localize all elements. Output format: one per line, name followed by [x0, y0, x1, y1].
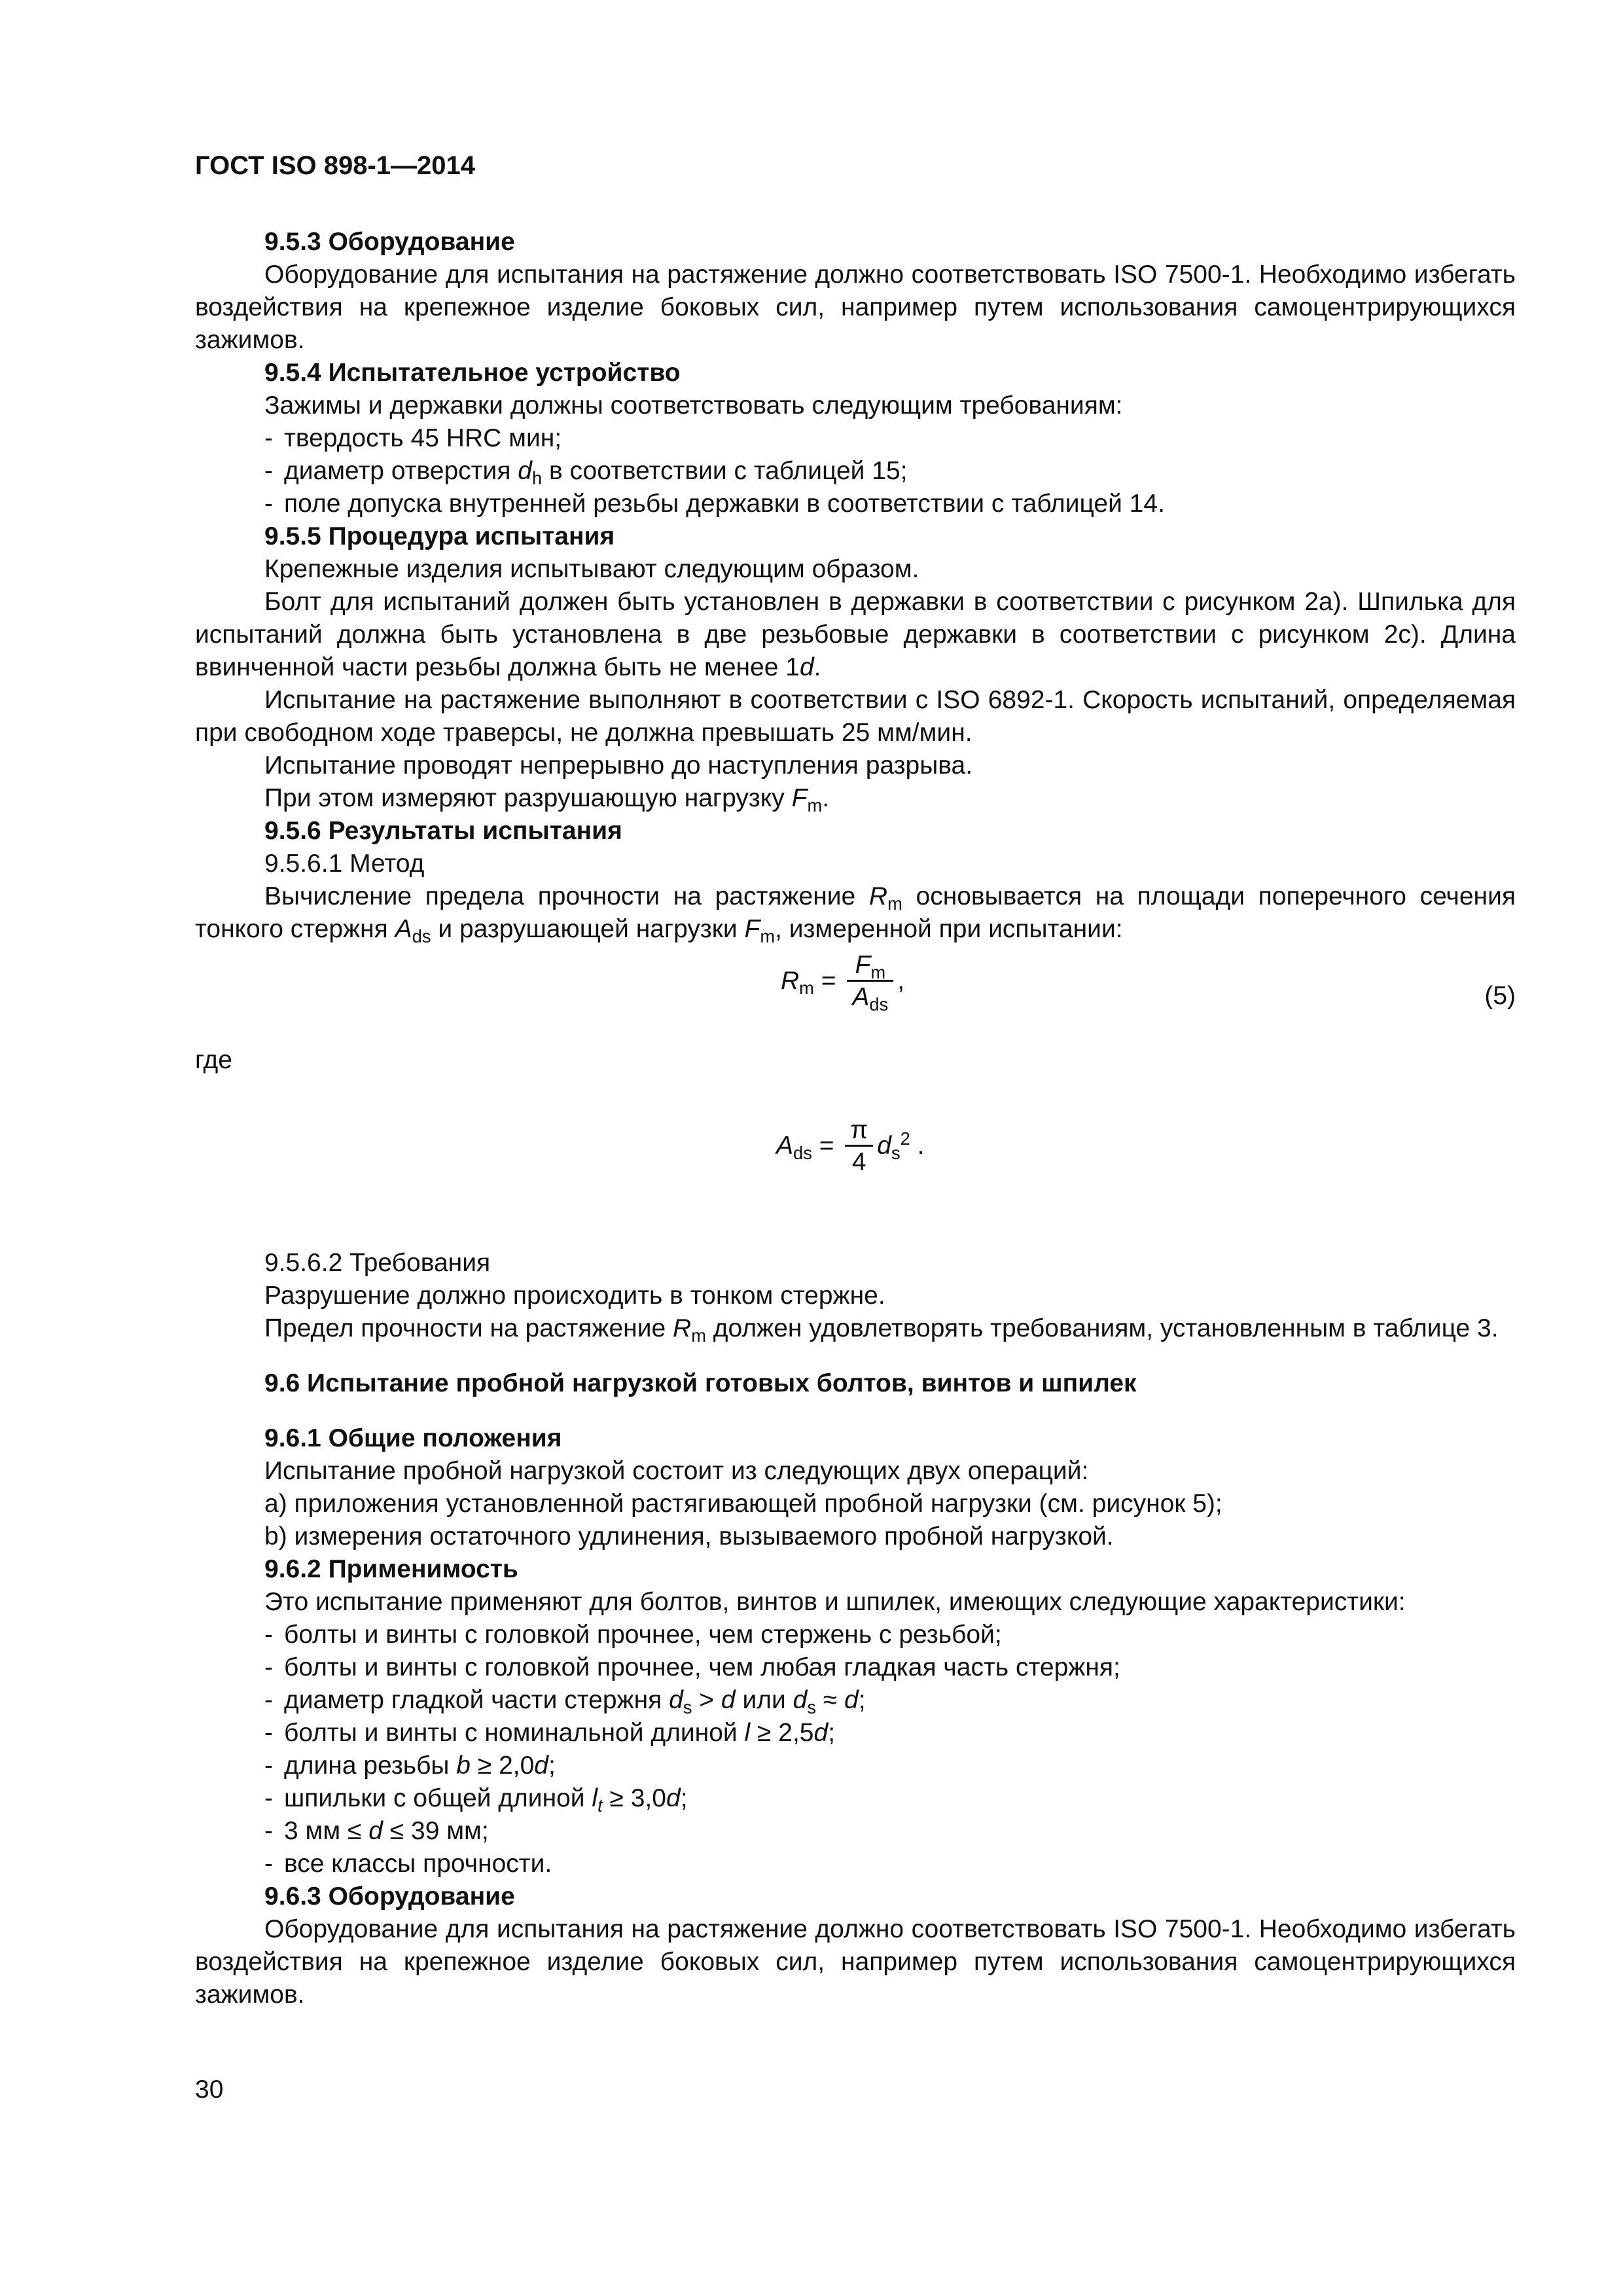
- text-run: Болт для испытаний должен быть установлен в державки в соответствии с рисунком 2а). Шпилька для испытаний должна быть установлена в две резьбовые державки в соответствии с рисунком 2с). Длина ввинченной части резьбы должна быть не менее 1: [195, 588, 1516, 681]
- subscript: h: [532, 468, 543, 488]
- subscript: s: [683, 1697, 692, 1717]
- heading-9-6-2: 9.6.2 Применимость: [264, 1555, 518, 1583]
- subheading-9-5-6-1: 9.5.6.1 Метод: [264, 850, 425, 878]
- heading-9-6: 9.6 Испытание пробной нагрузкой готовых болтов, винтов и шпилек: [264, 1369, 1137, 1397]
- text-run: шпильки с общей длиной: [284, 1784, 592, 1812]
- page-content: [195, 226, 1516, 2011]
- subscript: m: [887, 893, 902, 914]
- list-item: [195, 488, 1516, 520]
- variable: F: [744, 915, 760, 943]
- variable: R: [781, 966, 800, 995]
- list-item-text: твердость 45 HRC мин;: [284, 424, 562, 452]
- list-item: [195, 1684, 1516, 1717]
- text-run: ≈: [815, 1686, 845, 1714]
- paragraph: [195, 782, 1516, 815]
- paragraph: [195, 1312, 1516, 1345]
- heading-9-6-1: 9.6.1 Общие положения: [264, 1424, 562, 1452]
- list-item-text: в соответствии с таблицей 15;: [542, 457, 908, 485]
- text-run: ;: [828, 1719, 836, 1747]
- list-dash: -: [264, 1653, 273, 1681]
- paragraph: [195, 586, 1516, 684]
- paragraph-9-5-3: Оборудование для испытания на растяжение должно соответствовать ISO 7500-1. Необходимо избегать воздействия на крепежное изделие боковых сил, например путем использования самоцентрирующихся зажимов.: [195, 260, 1516, 354]
- text-run: болты и винты с номинальной длиной: [284, 1719, 745, 1747]
- variable: R: [673, 1314, 692, 1342]
- variable: A: [395, 915, 412, 943]
- variable: d: [813, 1719, 829, 1747]
- equals-sign: =: [812, 1131, 842, 1160]
- variable: d: [844, 1686, 859, 1714]
- heading-9-5-4: 9.5.4 Испытательное устройство: [264, 359, 681, 387]
- variable: d: [877, 1131, 891, 1160]
- text-run: ≥ 3,0: [602, 1784, 666, 1812]
- list-item-text: диаметр отверстия: [284, 457, 518, 485]
- denominator: 4: [845, 1145, 873, 1178]
- subscript: t: [597, 1795, 603, 1816]
- text-run: основывается на площади поперечного сечения тонкого стержня: [195, 882, 1516, 943]
- subscript: m: [691, 1325, 706, 1346]
- subscript: s: [807, 1697, 816, 1717]
- list-dash: -: [264, 1850, 273, 1878]
- list-item-text: все классы прочности.: [284, 1850, 552, 1878]
- subscript: m: [799, 977, 814, 998]
- heading-9-5-6: 9.5.6 Результаты испытания: [264, 817, 622, 845]
- variable: R: [868, 882, 888, 910]
- paragraph: Испытание пробной нагрузкой состоит из следующих двух операций:: [264, 1457, 1089, 1485]
- list-dash: -: [264, 457, 273, 485]
- list-item: [195, 1815, 1516, 1848]
- formula-area: [776, 1116, 924, 1178]
- variable: d: [666, 1784, 681, 1812]
- formula-punctuation: .: [910, 1131, 925, 1160]
- list-item: b) измерения остаточного удлинения, вызываемого пробной нагрузкой.: [264, 1522, 1114, 1551]
- formula-5: [195, 946, 1516, 1044]
- text-run: ≥ 2,0: [471, 1751, 535, 1780]
- list-item: [195, 1848, 1516, 1880]
- text-run: >: [692, 1686, 721, 1714]
- subscript: ds: [793, 1142, 812, 1163]
- paragraph-9-6-3: Оборудование для испытания на растяжение должно соответствовать ISO 7500-1. Необходимо избегать воздействия на крепежное изделие боковых сил, например путем использования самоцентрирующихся зажимов.: [195, 1915, 1516, 2009]
- list-item: [195, 455, 1516, 488]
- subscript: ds: [869, 994, 889, 1014]
- list-item: [195, 1717, 1516, 1749]
- list-item-text: болты и винты с головкой прочнее, чем любая гладкая часть стержня;: [284, 1653, 1120, 1681]
- text-run: При этом измеряют разрушающую нагрузку: [264, 784, 792, 812]
- list-item: [195, 1651, 1516, 1684]
- equation-number: (5): [1484, 982, 1516, 1010]
- variable: b: [456, 1751, 471, 1780]
- paragraph: Испытание на растяжение выполняют в соответствии с ISO 6892-1. Скорость испытаний, определяемая при свободном ходе траверсы, не должна превышать 25 мм/мин.: [195, 686, 1516, 747]
- list-dash: -: [264, 1686, 273, 1714]
- variable: l: [592, 1784, 598, 1812]
- document-header: ГОСТ ISO 898-1—2014: [195, 151, 476, 180]
- paragraph-9-5-4-intro: Зажимы и державки должны соответствовать следующим требованиям:: [264, 391, 1123, 420]
- text-run: диаметр гладкой части стержня: [284, 1686, 669, 1714]
- list-item: [195, 1619, 1516, 1651]
- text-run: и разрушающей нагрузки: [431, 915, 745, 943]
- text-run: .: [822, 784, 830, 812]
- subheading-9-5-6-2: 9.5.6.2 Требования: [264, 1249, 491, 1277]
- paragraph: Крепежные изделия испытывают следующим образом.: [264, 555, 919, 583]
- text-run: ≥ 2,5: [750, 1719, 814, 1747]
- text-run: Предел прочности на растяжение: [264, 1314, 673, 1342]
- list-dash: -: [264, 1817, 273, 1845]
- formula-punctuation: ,: [897, 966, 905, 995]
- variable: d: [669, 1686, 683, 1714]
- formula-ads: [195, 1116, 1516, 1247]
- heading-9-6-3: 9.6.3 Оборудование: [264, 1882, 515, 1910]
- superscript: 2: [900, 1128, 910, 1149]
- list-dash: -: [264, 490, 273, 518]
- variable: A: [776, 1131, 794, 1160]
- list-item: [195, 422, 1516, 455]
- variable: d: [721, 1686, 736, 1714]
- list-dash: -: [264, 424, 273, 452]
- where-label: где: [195, 1046, 232, 1074]
- variable: d: [518, 457, 532, 485]
- list-item-text: болты и винты с головкой прочнее, чем стержень с резьбой;: [284, 1621, 1002, 1649]
- text-run: длина резьбы: [284, 1751, 457, 1780]
- variable: F: [855, 951, 871, 979]
- fraction: [845, 1116, 873, 1178]
- variable: A: [852, 983, 870, 1011]
- list-dash: -: [264, 1621, 273, 1649]
- list-item: [195, 1749, 1516, 1782]
- list-item: [195, 1782, 1516, 1815]
- subscript: s: [891, 1142, 901, 1163]
- text-run: Вычисление предела прочности на растяжение: [264, 882, 869, 910]
- text-run: ≤ 39 мм;: [382, 1817, 489, 1845]
- text-run: , измеренной при испытании:: [775, 915, 1123, 943]
- text-run: ;: [548, 1751, 556, 1780]
- variable: l: [744, 1719, 751, 1747]
- paragraph: Это испытание применяют для болтов, винтов и шпилек, имеющих следующие характеристики:: [264, 1588, 1406, 1616]
- variable: d: [799, 653, 814, 681]
- text-run: или: [735, 1686, 793, 1714]
- numerator: [847, 951, 893, 980]
- paragraph: Разрушение должно происходить в тонком стержне.: [264, 1282, 885, 1310]
- text-run: ;: [680, 1784, 688, 1812]
- list-item-text: поле допуска внутренней резьбы державки в соответствии с таблицей 14.: [284, 490, 1165, 518]
- page-number: 30: [195, 2075, 224, 2104]
- list-dash: -: [264, 1719, 273, 1747]
- subscript: m: [807, 795, 823, 816]
- variable: d: [534, 1751, 548, 1780]
- heading-9-5-3: 9.5.3 Оборудование: [264, 228, 515, 256]
- variable: d: [793, 1686, 808, 1714]
- text-run: .: [813, 653, 821, 681]
- list-dash: -: [264, 1751, 273, 1780]
- text-run: ;: [858, 1686, 866, 1714]
- formula-rm: [781, 951, 904, 1013]
- heading-9-5-5: 9.5.5 Процедура испытания: [264, 522, 615, 550]
- equals-sign: =: [813, 966, 844, 995]
- variable: F: [791, 784, 808, 812]
- list-dash: -: [264, 1784, 273, 1812]
- variable: d: [368, 1817, 383, 1845]
- numerator: π: [850, 1116, 868, 1144]
- list-item: а) приложения установленной растягивающей пробной нагрузки (см. рисунок 5);: [264, 1490, 1222, 1518]
- fraction: [847, 951, 893, 1013]
- subscript: m: [760, 926, 776, 946]
- text-run: 3 мм ≤: [284, 1817, 369, 1845]
- paragraph: [195, 880, 1516, 946]
- subscript: m: [870, 962, 886, 982]
- denominator: [847, 980, 893, 1013]
- subscript: ds: [412, 926, 431, 946]
- paragraph: Испытание проводят непрерывно до наступления разрыва.: [264, 751, 973, 780]
- text-run: должен удовлетворять требованиям, установленным в таблице 3.: [705, 1314, 1499, 1342]
